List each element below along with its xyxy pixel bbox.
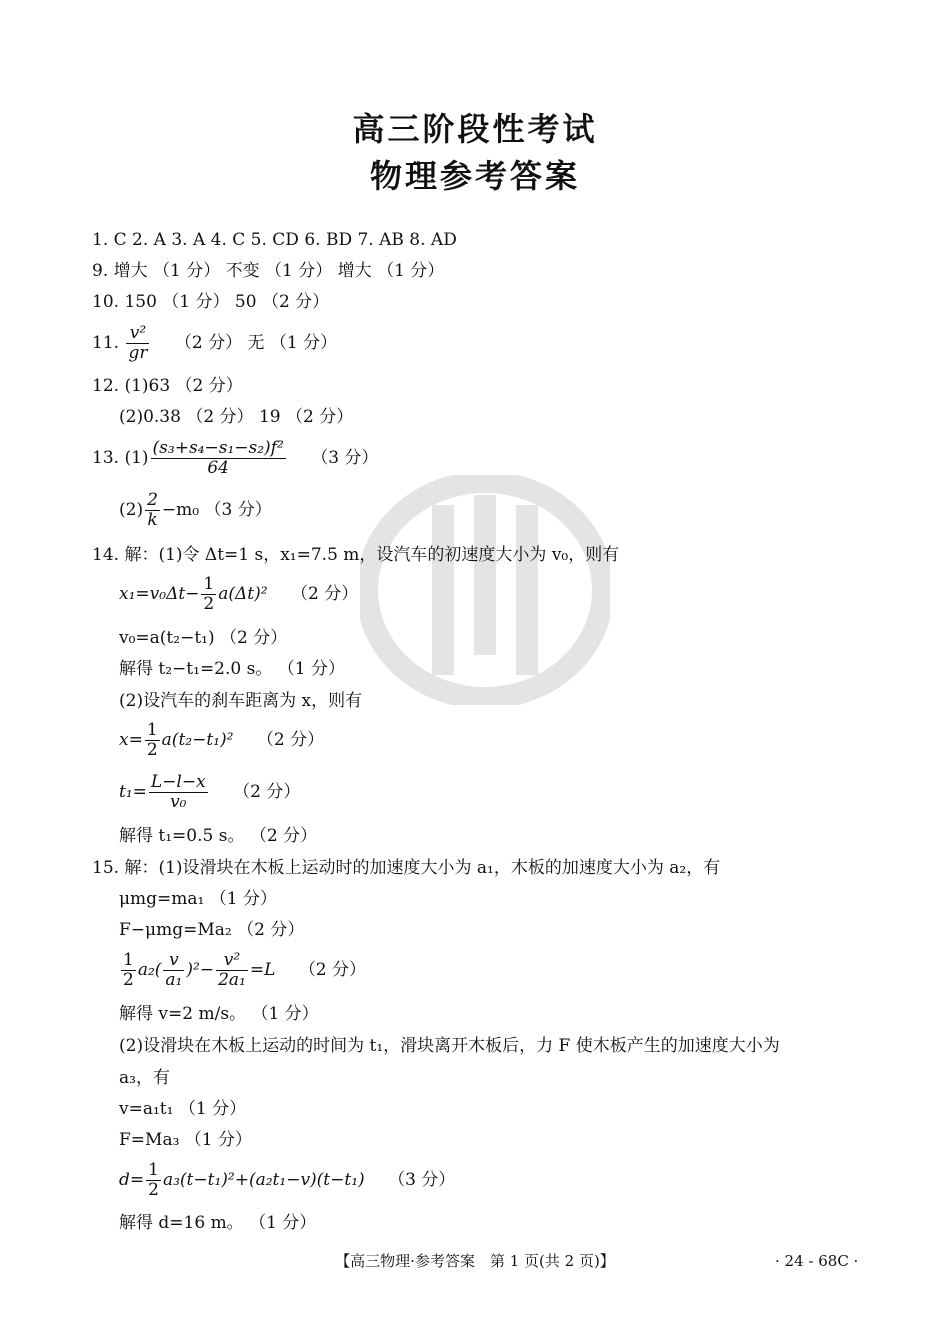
mc-answers: 1. C 2. A 3. A 4. C 5. CD 6. BD 7. AB 8. AD [92, 230, 457, 250]
q14-eq1: x₁=v₀Δt− $\frac{1}{2}$ a(Δt)² （2 分） [119, 574, 359, 614]
q11-fraction: $\frac{\text{v²}}{gr}$ [128, 323, 148, 363]
q15-eq6: d= $\frac{1}{2}$ a₃(t−t₁)²+(a₂t₁−v)(t−t₁) （3 分） [119, 1160, 456, 1200]
q13-fraction-2: $\frac{2}{k}$ [147, 490, 158, 530]
q14-part2: (2)设汽车的刹车距离为 x，则有 [119, 691, 363, 711]
q11-score: （2 分） 无 （1 分） [174, 333, 338, 353]
q11-label: 11. [92, 333, 120, 353]
q14-eq2: v₀=a(t₂−t₁) （2 分） [119, 628, 288, 648]
q15-result1: 解得 v=2 m/s。 （1 分） [119, 1004, 319, 1024]
q14-eq3: x= $\frac{1}{2}$ a(t₂−t₁)² （2 分） [119, 720, 325, 760]
q15-eq1: μmg=ma₁ （1 分） [119, 889, 277, 909]
q15-result2: 解得 d=16 m。 （1 分） [119, 1213, 317, 1233]
q12-part1: 12. (1)63 （2 分） [92, 376, 243, 396]
page-title: 高三阶段性考试 [352, 110, 598, 148]
q13-part2: (2) $\frac{2}{k}$ −m₀ （3 分） [119, 490, 272, 530]
q15-intro: 15. 解：(1)设滑块在木板上运动时的加速度大小为 a₁，木板的加速度大小为 a₂，有 [92, 858, 721, 878]
q14-result1: 解得 t₂−t₁=2.0 s。 （1 分） [119, 659, 345, 679]
q14-result2: 解得 t₁=0.5 s。 （2 分） [119, 826, 318, 846]
q13-fraction: $\frac{\text{(s₃+s₄−s₁−s₂)f²}}{64}$ [152, 438, 284, 478]
q15-eq5: F=Ma₃ （1 分） [119, 1130, 253, 1150]
page-footer: 【高三物理·参考答案 第 1 页(共 2 页)】 [335, 1252, 615, 1270]
document-code: · 24 - 68C · [775, 1252, 859, 1270]
q15-part2a: (2)设滑块在木板上运动的时间为 t₁，滑块离开木板后，力 F 使木板产生的加速度大小为 [119, 1036, 780, 1056]
q15-part2b: a₃，有 [119, 1068, 170, 1088]
q14-eq4: t₁= $\frac{L-l-x}{\text{v₀}}$ （2 分） [119, 772, 301, 812]
q15-eq3: $\frac{1}{2}$ a₂( $\frac{v}{\text{a₁}}$ )²− $\frac{\text{v²}}{\text{2a₁}}$ =L （2 分） [123, 950, 367, 990]
q10-answer: 10. 150 （1 分） 50 （2 分） [92, 292, 330, 312]
q9-answer: 9. 增大 （1 分） 不变 （1 分） 增大 （1 分） [92, 261, 445, 281]
watermark-logo [360, 475, 610, 705]
page-subtitle: 物理参考答案 [369, 157, 580, 195]
q14-intro: 14. 解：(1)令 Δt=1 s，x₁=7.5 m，设汽车的初速度大小为 v₀，则有 [92, 545, 620, 565]
q13-part1: 13. (1) $\frac{\text{(s₃+s₄−s₁−s₂)f²}}{64}$ （3 分） [92, 438, 379, 478]
q11-answer [92, 323, 337, 363]
q15-eq2: F−μmg=Ma₂ （2 分） [119, 920, 305, 940]
q15-eq4: v=a₁t₁ （1 分） [119, 1099, 247, 1119]
q12-part2: (2)0.38 （2 分） 19 （2 分） [119, 407, 354, 427]
